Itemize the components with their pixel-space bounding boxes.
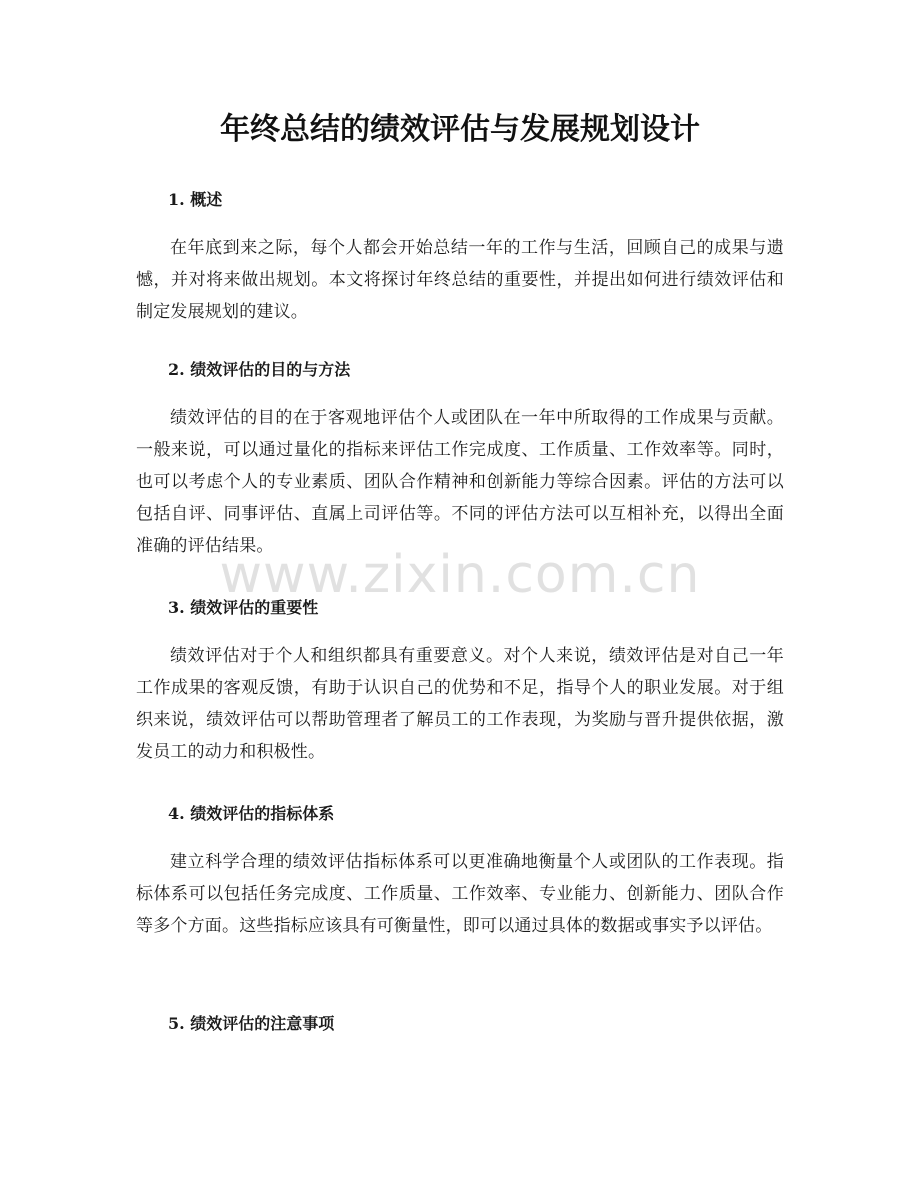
section-paragraph-purpose-methods: 绩效评估的目的在于客观地评估个人或团队在一年中所取得的工作成果与贡献。一般来说，可以通过量化的指标来评估工作完成度、工作质量、工作效率等。同时，也可以考虑个人的专业素质、团队合作精神和创新能力等综合因素。评估的方法可以包括自评、同事评估、直属上司评估等。不同的评估方法可以互相补充，以得出全面准确的评估结果。 [136,408,784,556]
document-title: 年终总结的绩效评估与发展规划设计 [220,112,700,147]
section-paragraph-indicator-system: 建立科学合理的绩效评估指标体系可以更准确地衡量个人或团队的工作表现。指标体系可以包括任务完成度、工作质量、工作效率、专业能力、创新能力、团队合作等多个方面。这些指标应该具有可衡量性，即可以通过具体的数据或事实予以评估。 [136,852,784,936]
section-paragraph-overview: 在年底到来之际，每个人都会开始总结一年的工作与生活，回顾自己的成果与遗憾，并对将来做出规划。本文将探讨年终总结的重要性，并提出如何进行绩效评估和制定发展规划的建议。 [136,238,784,322]
section-paragraph-importance: 绩效评估对于个人和组织都具有重要意义。对个人来说，绩效评估是对自己一年工作成果的客观反馈，有助于认识自己的优势和不足，指导个人的职业发展。对于组织来说，绩效评估可以帮助管理者了解员工的工作表现，为奖励与晋升提供依据，激发员工的动力和积极性。 [136,646,784,762]
section-heading-importance: 3. 绩效评估的重要性 [168,598,319,617]
section-heading-precautions: 5. 绩效评估的注意事项 [168,1014,335,1033]
section-heading-purpose-methods: 2. 绩效评估的目的与方法 [168,360,351,379]
watermark: www.zixin.com.cn [219,545,701,605]
section-heading-indicator-system: 4. 绩效评估的指标体系 [168,804,335,823]
section-heading-overview: 1. 概述 [168,190,223,209]
